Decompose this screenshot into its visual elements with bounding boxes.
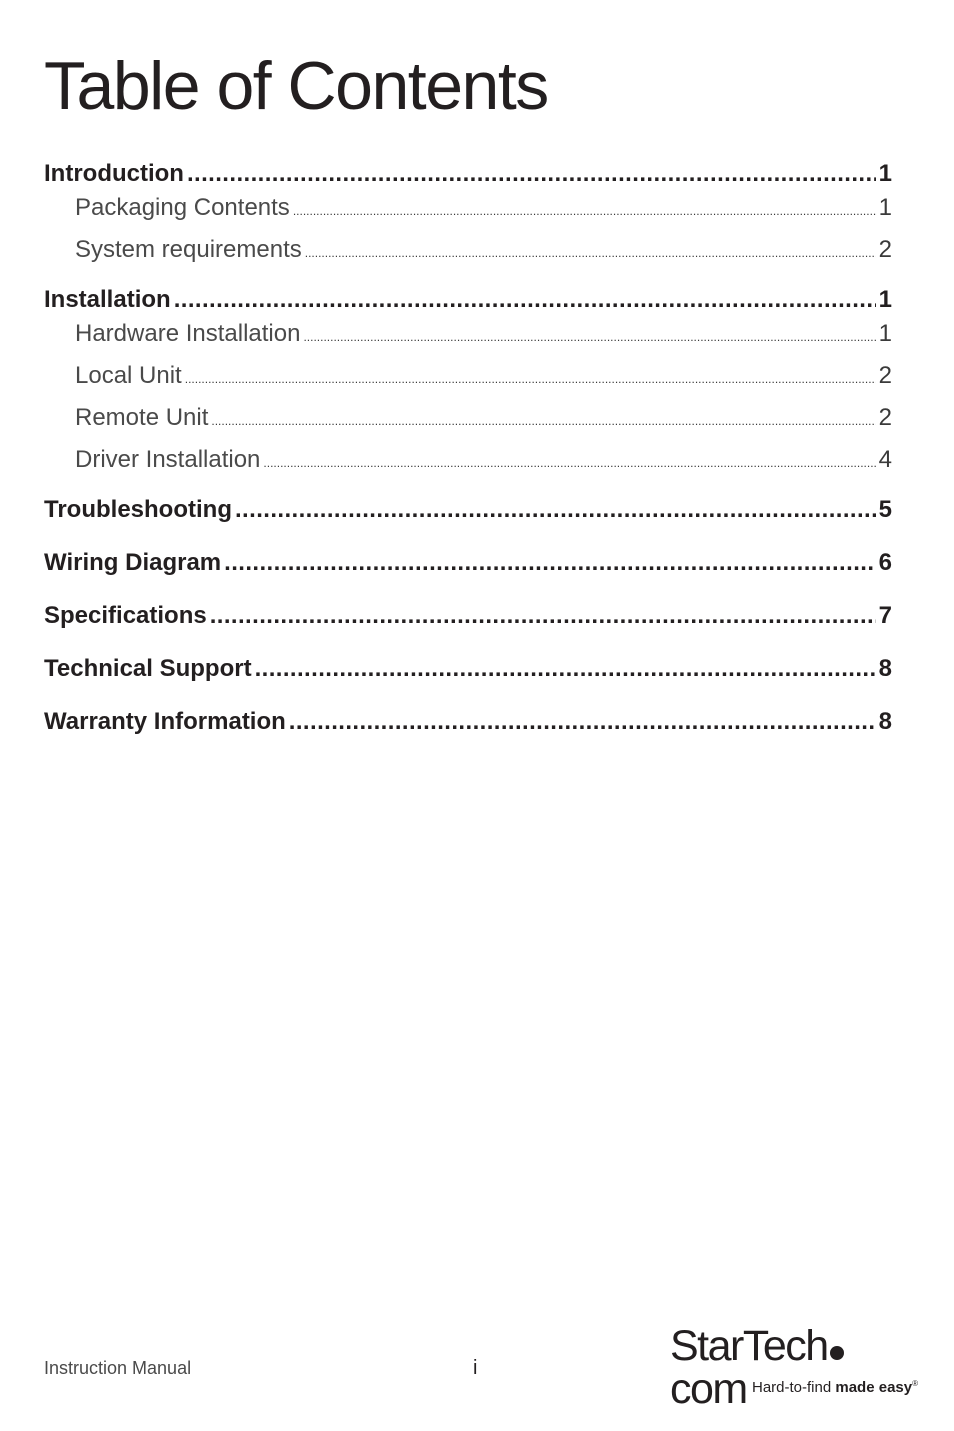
toc-entry-label: Introduction	[44, 160, 184, 187]
dot-leader	[263, 456, 875, 470]
toc-entry-page: 2	[878, 362, 892, 389]
toc-entry-hardware-installation[interactable]	[44, 320, 892, 362]
toc-entry-label: Technical Support	[44, 655, 252, 682]
toc-entry-introduction[interactable]	[44, 160, 892, 194]
toc-entry-installation[interactable]	[44, 286, 892, 320]
toc-entry-label: System requirements	[75, 236, 302, 263]
toc-entry-label: Specifications	[44, 602, 207, 629]
toc-entry-warranty-information[interactable]	[44, 708, 892, 742]
toc-entry-system-requirements[interactable]	[44, 236, 892, 278]
toc-entry-page: 2	[878, 236, 892, 263]
toc-entry-remote-unit[interactable]	[44, 404, 892, 446]
dot-leader	[255, 655, 876, 683]
footer-page-number: i	[473, 1357, 478, 1379]
toc-entry-label: Troubleshooting	[44, 496, 232, 523]
logo-tagline-bold: made easy	[835, 1379, 913, 1396]
toc-entry-page: 7	[878, 602, 892, 629]
toc-entry-local-unit[interactable]	[44, 362, 892, 404]
toc-entry-page: 1	[878, 160, 892, 187]
dot-leader	[187, 160, 876, 188]
dot-leader	[303, 330, 875, 344]
toc-entry-specifications[interactable]	[44, 602, 892, 636]
logo-wordmark-right: com	[670, 1365, 747, 1413]
toc-entry-page: 1	[878, 194, 892, 221]
dot-leader	[185, 372, 876, 386]
toc-entry-page: 5	[878, 496, 892, 523]
dot-leader	[210, 602, 876, 630]
startech-logo	[670, 1322, 920, 1413]
logo-tagline-light: Hard-to-find	[752, 1379, 832, 1396]
toc-entry-label: Local Unit	[75, 362, 182, 389]
dot-leader	[211, 414, 875, 428]
toc-entry-packaging-contents[interactable]	[44, 194, 892, 236]
toc-entry-label: Wiring Diagram	[44, 549, 222, 576]
dot-leader	[174, 286, 876, 314]
toc-entry-troubleshooting[interactable]	[44, 496, 892, 530]
dot-leader	[235, 496, 876, 524]
logo-wordmark	[670, 1322, 920, 1413]
toc-entry-page: 6	[878, 549, 892, 576]
table-of-contents	[44, 160, 892, 742]
logo-dot-icon	[830, 1346, 844, 1360]
registered-mark: ®	[912, 1379, 919, 1388]
toc-entry-page: 8	[878, 708, 892, 735]
dot-leader	[305, 246, 876, 260]
toc-entry-page: 1	[878, 320, 892, 347]
toc-entry-label: Installation	[44, 286, 171, 313]
toc-entry-wiring-diagram[interactable]	[44, 549, 892, 583]
dot-leader	[224, 549, 876, 577]
dot-leader	[293, 204, 876, 218]
dot-leader	[289, 708, 876, 736]
toc-entry-page: 4	[878, 446, 892, 473]
toc-entry-label: Packaging Contents	[75, 194, 290, 221]
logo-wordmark-left: StarTech	[670, 1322, 828, 1370]
footer-document-type: Instruction Manual	[44, 1358, 192, 1378]
toc-entry-label: Warranty Information	[44, 708, 286, 735]
toc-entry-page: 8	[878, 655, 892, 682]
toc-entry-page: 2	[878, 404, 892, 431]
toc-entry-label: Driver Installation	[75, 446, 261, 473]
toc-entry-driver-installation[interactable]	[44, 446, 892, 488]
toc-entry-label: Remote Unit	[75, 404, 209, 431]
page-title: Table of Contents	[44, 48, 548, 124]
toc-entry-label: Hardware Installation	[75, 320, 301, 347]
toc-entry-technical-support[interactable]	[44, 655, 892, 689]
toc-entry-page: 1	[878, 286, 892, 313]
logo-tagline	[752, 1379, 918, 1396]
